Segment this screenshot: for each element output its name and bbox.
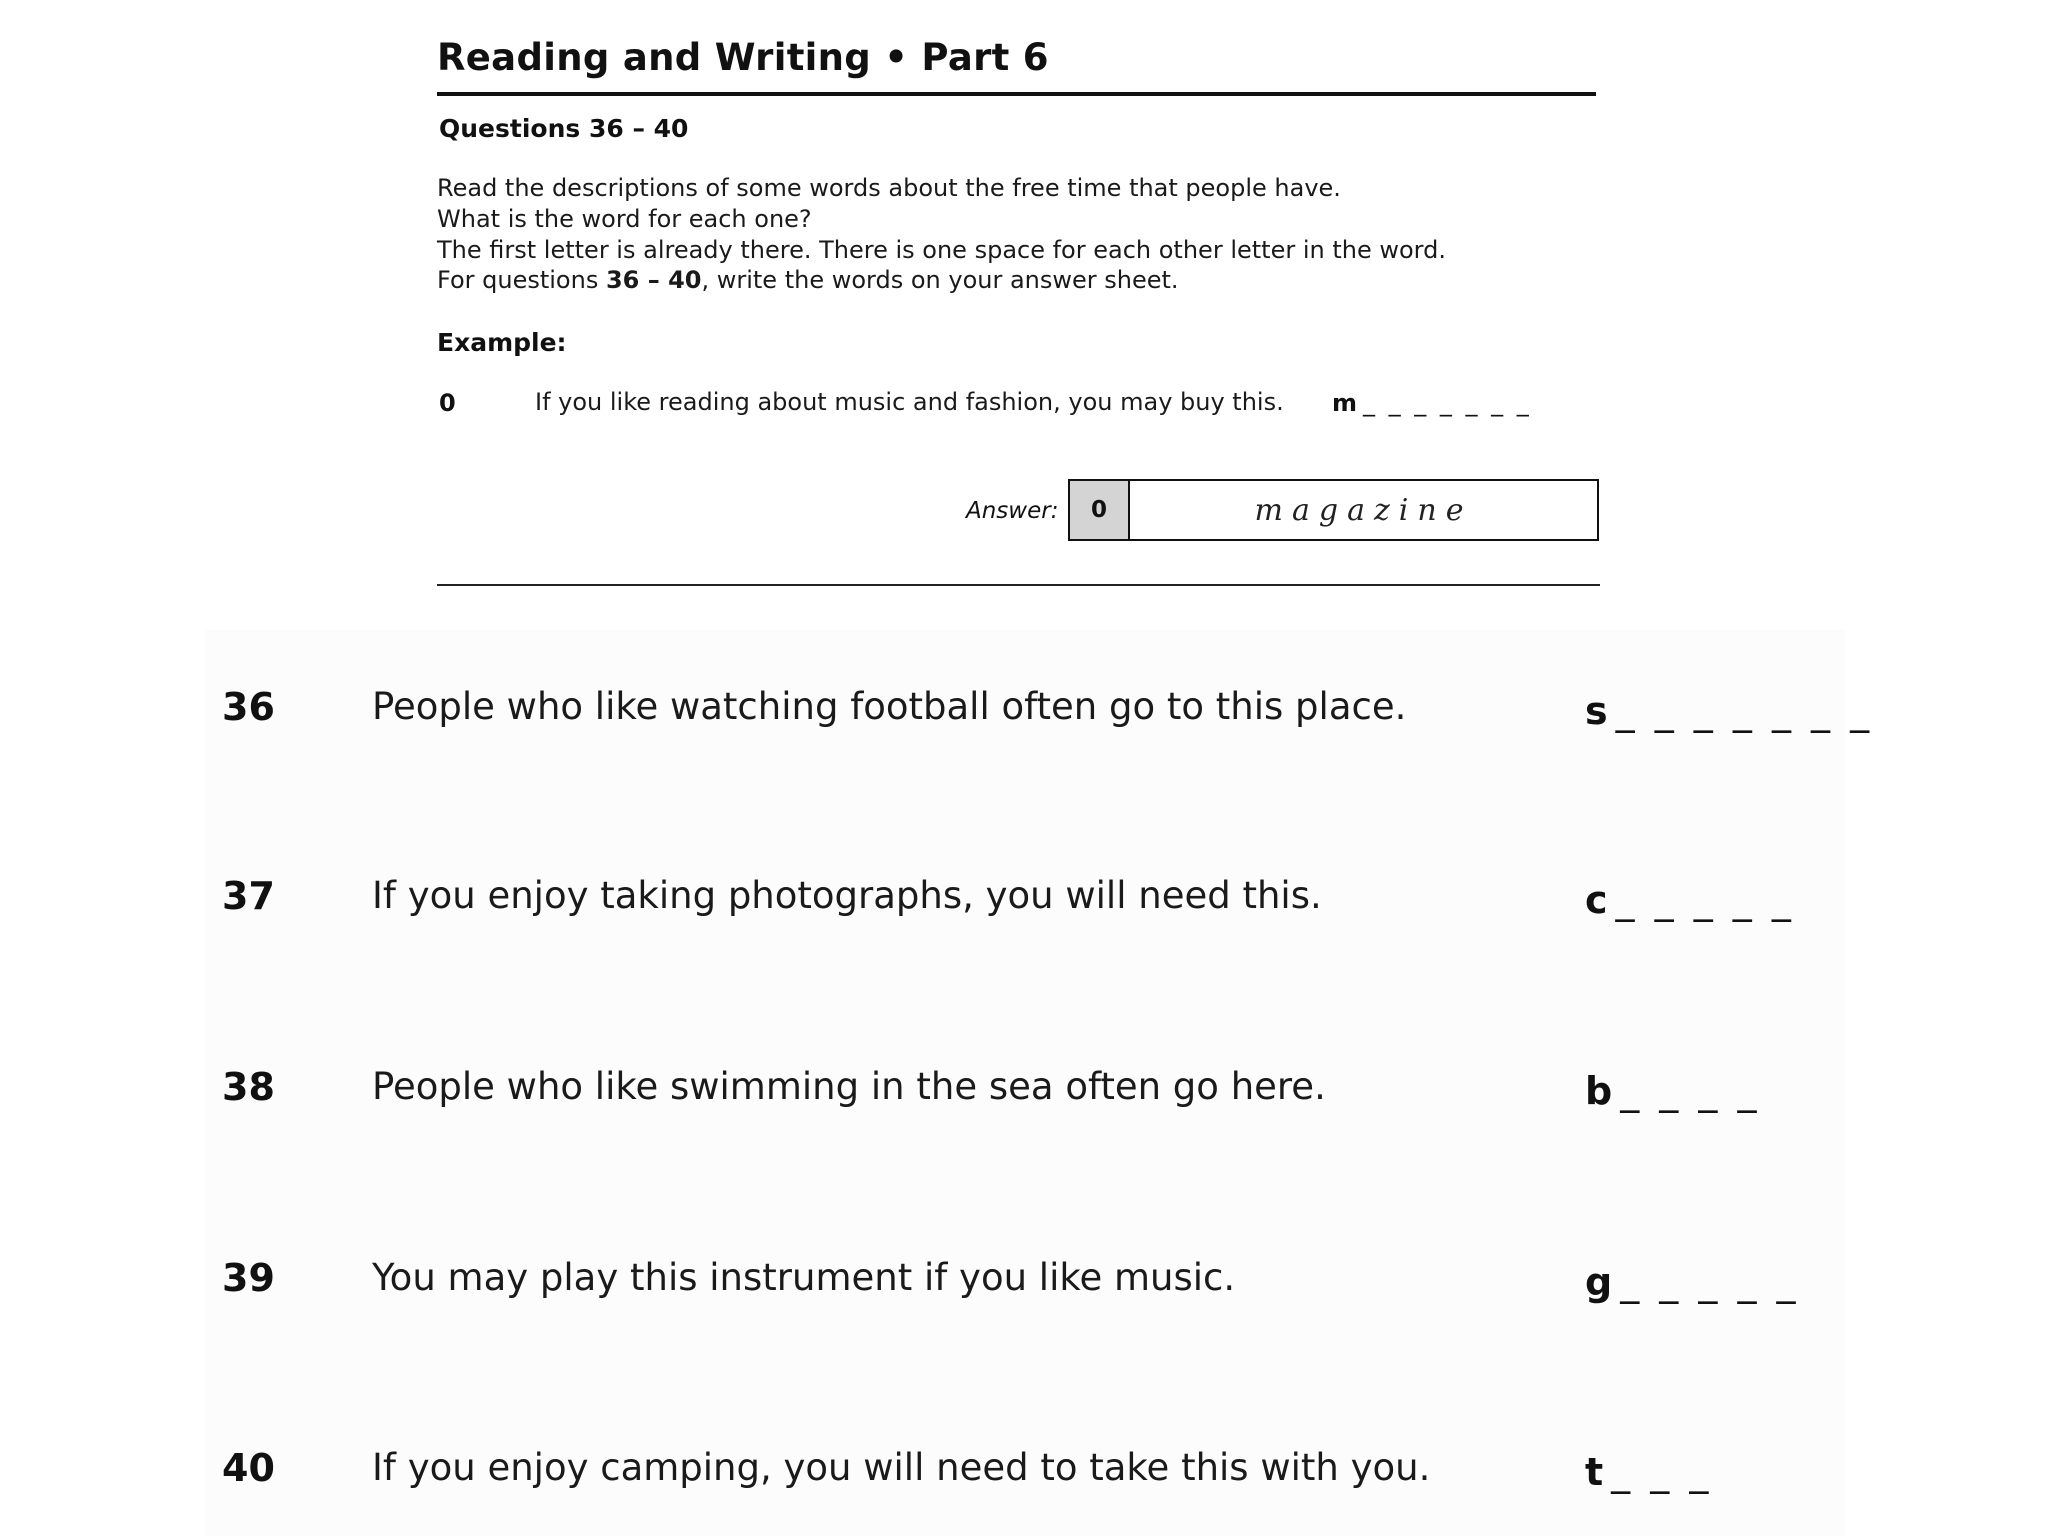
question-number: 39 — [222, 1256, 275, 1300]
question-38 — [0, 1065, 2048, 1125]
answer-number-cell: 0 — [1070, 481, 1130, 539]
instruction-line-3: The first letter is already there. There is one space for each other letter in the word. — [437, 236, 1446, 264]
letter-blanks: _ _ _ _ _ _ _ — [1615, 689, 1874, 733]
first-letter: c — [1585, 878, 1608, 922]
letter-blanks: _ _ _ — [1611, 1450, 1713, 1494]
first-letter: b — [1585, 1069, 1613, 1113]
answer-label: Answer: — [966, 498, 1059, 524]
question-37 — [0, 874, 2048, 934]
question-text: If you enjoy camping, you will need to take this with you. — [372, 1446, 1431, 1489]
instruction-line-2: What is the word for each one? — [437, 205, 812, 233]
example-blanks: _ _ _ _ _ _ _ — [1363, 389, 1532, 417]
example-answer-box — [1068, 479, 1599, 541]
question-text: People who like watching football often go to this place. — [372, 685, 1407, 728]
question-text: If you enjoy taking photographs, you will need this. — [372, 874, 1322, 917]
word-hint — [1585, 1069, 1760, 1113]
example-word-hint — [1332, 389, 1532, 417]
instruction-line-1: Read the descriptions of some words about the free time that people have. — [437, 174, 1341, 202]
letter-blanks: _ _ _ _ _ — [1620, 1260, 1800, 1304]
letter-blanks: _ _ _ _ — [1620, 1069, 1761, 1113]
word-hint — [1585, 689, 1873, 733]
question-number: 37 — [222, 874, 275, 918]
example-label: Example: — [437, 328, 567, 357]
question-39 — [0, 1256, 2048, 1316]
answer-word: magazine — [1254, 492, 1473, 528]
question-text: People who like swimming in the sea often go here. — [372, 1065, 1326, 1108]
instruction-line-4-range: 36 – 40 — [605, 266, 702, 294]
page-title: Reading and Writing • Part 6 — [437, 36, 1049, 79]
instruction-line-4-prefix: For questions — [437, 266, 606, 294]
instruction-line-4 — [437, 266, 1179, 294]
first-letter: g — [1585, 1260, 1613, 1304]
instruction-line-4-suffix: , write the words on your answer sheet. — [701, 266, 1179, 294]
example-first-letter: m — [1332, 389, 1358, 417]
questions-range: Questions 36 – 40 — [439, 114, 689, 143]
question-40 — [0, 1446, 2048, 1506]
question-number: 36 — [222, 685, 275, 729]
example-number: 0 — [439, 389, 456, 417]
first-letter: s — [1585, 689, 1608, 733]
question-number: 38 — [222, 1065, 275, 1109]
first-letter: t — [1585, 1450, 1604, 1494]
word-hint — [1585, 1450, 1712, 1494]
example-text: If you like reading about music and fashion, you may buy this. — [535, 388, 1284, 416]
word-hint — [1585, 1260, 1800, 1304]
word-hint — [1585, 878, 1795, 922]
example-divider — [437, 584, 1600, 586]
question-number: 40 — [222, 1446, 275, 1490]
title-divider — [437, 92, 1596, 96]
question-36 — [0, 685, 2048, 745]
question-text: You may play this instrument if you like music. — [372, 1256, 1236, 1299]
letter-blanks: _ _ _ _ _ — [1615, 878, 1795, 922]
